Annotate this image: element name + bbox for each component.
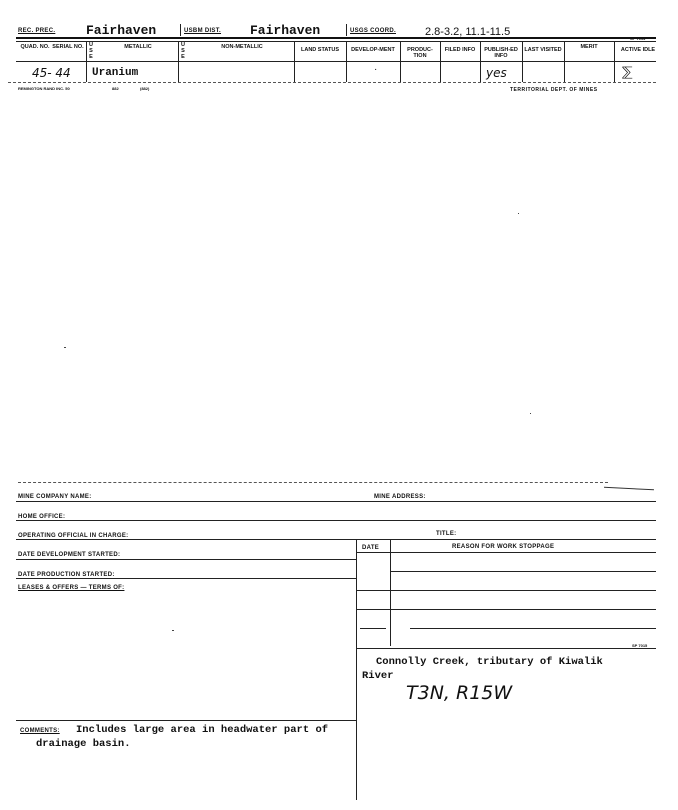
township-range: T3N, R15W [406,682,513,704]
column-divider [400,41,401,82]
location-line-2: River [362,670,394,682]
scan-speck [172,630,174,631]
date-column-label: DATE [362,545,380,551]
col-land-status: LAND STATUS [301,47,339,53]
col-quad-no: QUAD. NO. [20,44,50,50]
operating-official-label: OPERATING OFFICIAL IN CHARGE: [18,533,129,539]
table-rule [390,571,656,572]
table-rule [356,590,656,591]
column-head-top-rule [16,41,656,42]
comments-line-2: drainage basin. [36,738,131,750]
col-use-left: U S E [89,42,93,60]
column-divider [564,41,565,82]
column-divider [86,41,87,82]
record-published: yes [486,66,507,80]
table-rule [356,552,656,553]
col-metallic: METALLIC [124,44,152,50]
header-divider [180,24,181,36]
column-divider [346,41,347,82]
column-divider [614,41,615,82]
usgs-coord-value: 2.8-3.2, 11.1-11.5 [425,26,511,38]
table-rule [410,628,656,629]
usgs-coord-label: USGS COORD. [350,28,396,34]
home-office-label: HOME OFFICE: [18,514,66,520]
record-bottom-rule [8,82,656,83]
record-quad-serial: 45- 44 [32,66,71,80]
record-metallic: Uranium [92,67,139,79]
form-divider [356,648,357,800]
form-rule [16,539,656,540]
mine-company-label: MINE COMPANY NAME: [18,494,92,500]
usbm-dist-label: USBM DIST. [184,28,222,34]
rec-prec-value: Fairhaven [86,23,157,38]
date-prod-started-label: DATE PRODUCTION STARTED: [18,572,115,578]
leases-label: LEASES & OFFERS — TERMS OF: [18,585,125,591]
form-rule [16,501,656,502]
mine-address-label: MINE ADDRESS: [374,494,426,500]
location-line-1: Connolly Creek, tributary of Kiwalik [376,656,603,668]
comments-label: COMMENTS: [20,728,60,734]
bottom-card-top-rule [18,482,608,483]
scan-speck [530,413,531,414]
col-production: PRODUC-TION [407,47,433,59]
record-dev-mark: · [374,64,378,75]
header-rule [16,37,656,39]
column-head-bottom-rule [16,61,656,62]
title-label: TITLE: [436,531,457,537]
reason-column-label: REASON FOR WORK STOPPAGE [452,544,555,550]
printer-imprint: REMINGTON RAND INC. 50 [18,86,70,91]
col-filed-info: FILED INFO [444,47,476,53]
scan-speck [64,347,66,348]
form-rule [16,720,356,721]
form-rule [16,559,356,560]
record-active-mark: ⅀ [622,64,633,79]
form-rule [16,520,656,521]
column-divider [440,41,441,82]
table-divider [356,540,357,648]
column-divider [522,41,523,82]
col-published-info: PUBLISH-ED INFO [484,47,518,59]
column-divider [294,41,295,82]
column-divider [480,41,481,82]
form-number-2: SP 7015 [632,643,648,648]
table-divider [390,540,391,646]
comments-line-1: Includes large area in headwater part of [76,724,329,736]
col-last-visited: LAST VISITED [524,47,562,53]
rec-prec-label: REC. PREC. [18,28,56,34]
table-rule [360,628,386,629]
col-active-idle: ACTIVE IDLE [620,47,656,53]
table-rule [356,609,656,610]
form-number: SP 7014 [630,36,646,41]
department-name: TERRITORIAL DEPT. OF MINES [510,87,598,93]
header-divider [346,24,347,36]
printer-code: 882 [112,86,119,91]
col-merit: MERIT [580,44,598,50]
col-serial-no: SERIAL NO. [52,44,84,50]
scan-speck [518,213,519,214]
form-rule [16,578,356,579]
printer-code-2: (882) [140,86,150,91]
form-rule [356,648,656,649]
usbm-dist-value: Fairhaven [250,23,321,38]
date-dev-started-label: DATE DEVELOPMENT STARTED: [18,552,121,558]
col-development: DEVELOP-MENT [351,47,395,53]
card-edge-mark [604,487,654,491]
col-non-metallic: NON-METALLIC [221,44,263,50]
col-use-right: U S E [181,42,185,60]
column-divider [178,41,179,82]
